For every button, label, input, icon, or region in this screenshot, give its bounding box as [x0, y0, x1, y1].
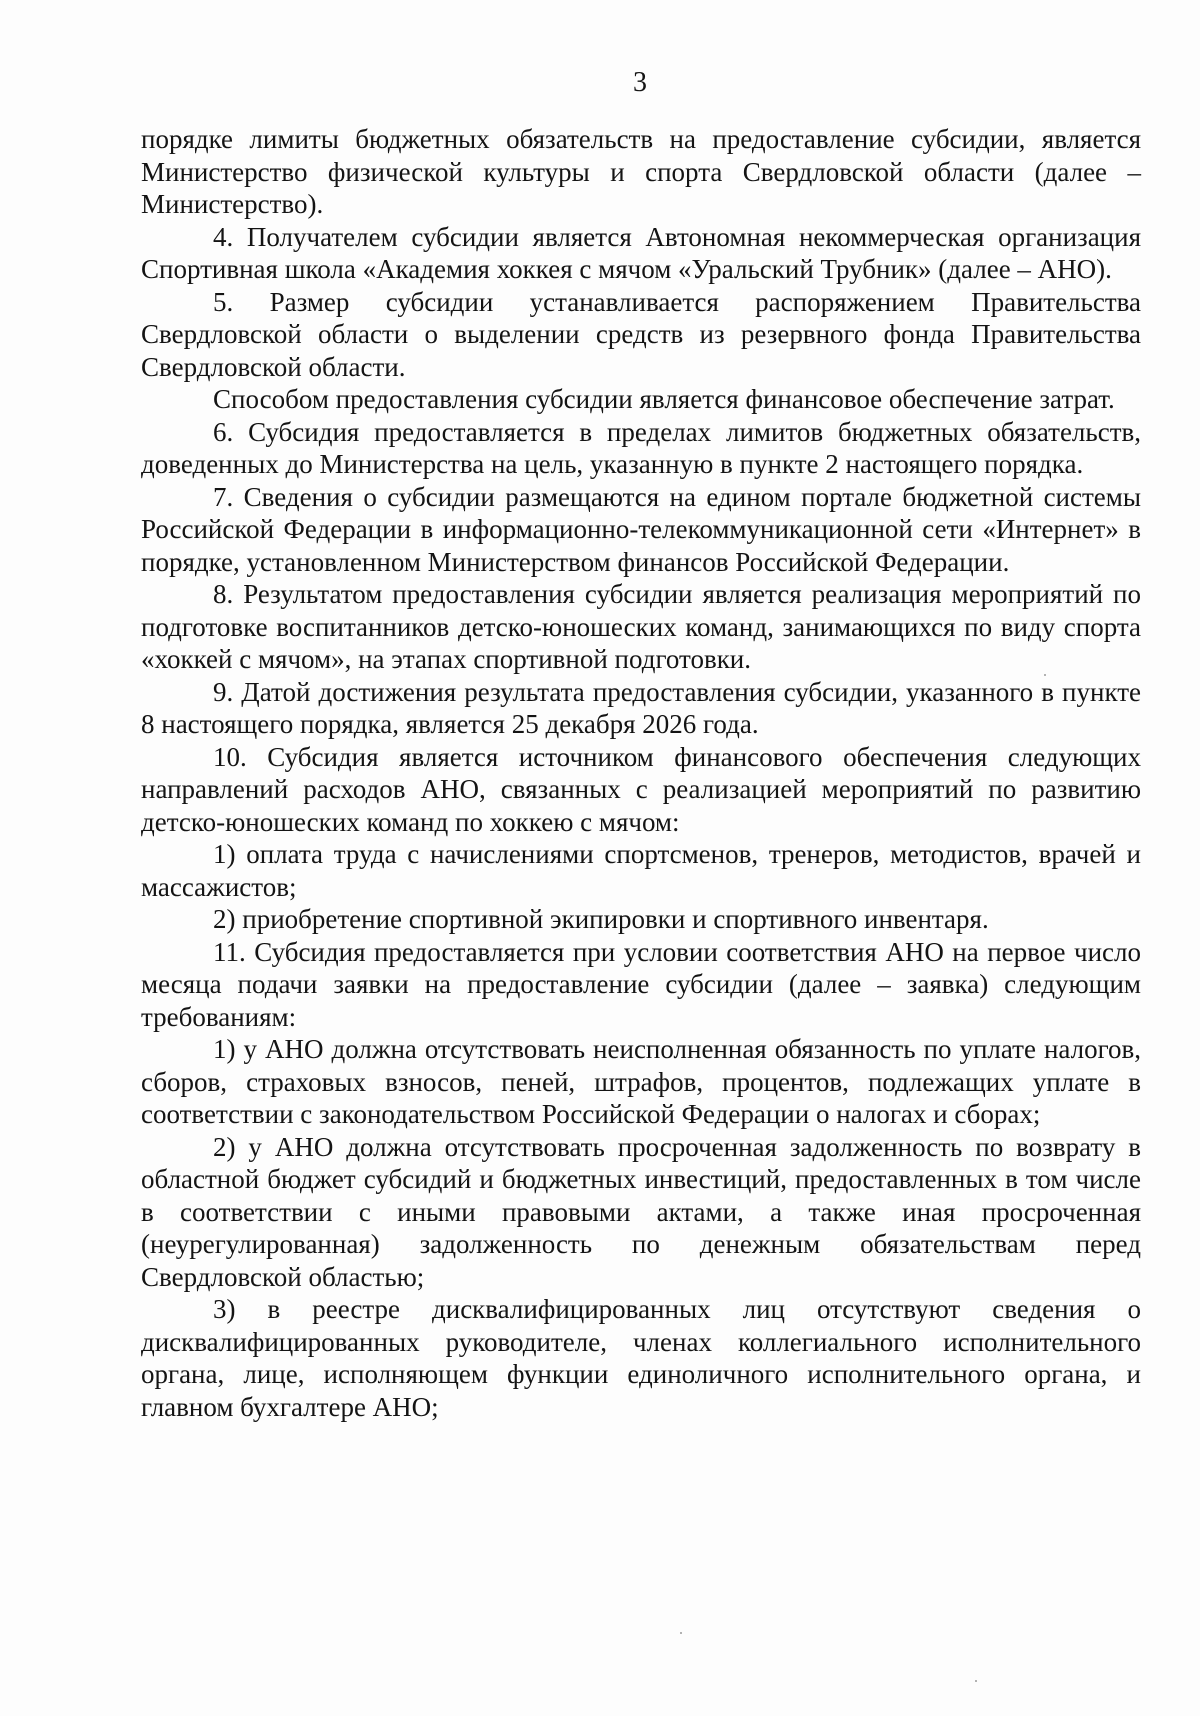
paragraph-item-10-sub-2: 2) приобретение спортивной экипировки и спортивного инвентаря. [213, 904, 989, 934]
paragraph-item-11: 11. Субсидия предоставляется при условии соответствия АНО на первое число месяца подачи заявки на предоставление субсидии (далее – заявка) следующим требованиям: [141, 936, 1141, 1032]
scan-speck [975, 1680, 977, 1682]
paragraph-item-6: 6. Субсидия предоставляется в пределах лимитов бюджетных обязательств, доведенных до Министерства на цель, указанную в пункте 2 настоящего порядка. [141, 416, 1141, 479]
scan-speck [680, 1632, 682, 1634]
paragraph-subsidy-method: Способом предоставления субсидии является финансовое обеспечение затрат. [213, 384, 1115, 414]
paragraph-item-11-sub-1: 1) у АНО должна отсутствовать неисполненная обязанность по уплате налогов, сборов, страховых взносов, пеней, штрафов, процентов, подлежащих уплате в соответствии с законодательством Российской Федерации о налогах и сборах; [141, 1034, 1141, 1129]
scan-speck [1044, 674, 1046, 676]
paragraph-item-7: 7. Сведения о субсидии размещаются на едином портале бюджетной системы Российской Федерации в информационно-телекоммуникационной сети «Интернет» в порядке, установленном Министерством финансов Российской Федерации. [141, 481, 1141, 577]
page-number: 3 [633, 67, 647, 98]
paragraph-item-4: 4. Получателем субсидии является Автономная некоммерческая организация Спортивная школа «Академия хоккея с мячом «Уральский Трубник» (далее – АНО). [141, 221, 1141, 284]
paragraph-item-8: 8. Результатом предоставления субсидии является реализация мероприятий по подготовке воспитанников детско-юношеских команд, занимающихся по виду спорта «хоккей с мячом», на этапах спортивной подготовки. [141, 579, 1141, 674]
paragraph-item-10-sub-1: 1) оплата труда с начислениями спортсменов, тренеров, методистов, врачей и массажистов; [141, 839, 1141, 902]
paragraph-item-11-sub-2: 2) у АНО должна отсутствовать просроченная задолженность по возврату в областной бюджет субсидий и бюджетных инвестиций, предоставленных в том числе в соответствии с иными правовыми актами, а также иная просроченная (неурегулированная) задолженность по денежным обязательствам перед Свердловской областью; [141, 1131, 1141, 1292]
document-body [141, 123, 1141, 1423]
paragraph-item-11-sub-3: 3) в реестре дисквалифицированных лиц отсутствуют сведения о дисквалифицированных руководителе, членах коллегиального исполнительного органа, лице, исполняющем функции единоличного исполнительного органа, и главном бухгалтере АНО; [141, 1294, 1141, 1422]
paragraph-item-5: 5. Размер субсидии устанавливается распоряжением Правительства Свердловской области о выделении средств из резервного фонда Правительства Свердловской области. [141, 286, 1141, 382]
paragraph-continuation: порядке лимиты бюджетных обязательств на предоставление субсидии, является Министерство физической культуры и спорта Свердловской области (далее – Министерство). [141, 124, 1141, 219]
paragraph-item-9: 9. Датой достижения результата предоставления субсидии, указанного в пункте 8 настоящего порядка, является 25 декабря 2026 года. [141, 676, 1141, 739]
paragraph-item-10: 10. Субсидия является источником финансового обеспечения следующих направлений расходов АНО, связанных с реализацией мероприятий по развитию детско-юношеских команд по хоккею с мячом: [141, 741, 1141, 837]
